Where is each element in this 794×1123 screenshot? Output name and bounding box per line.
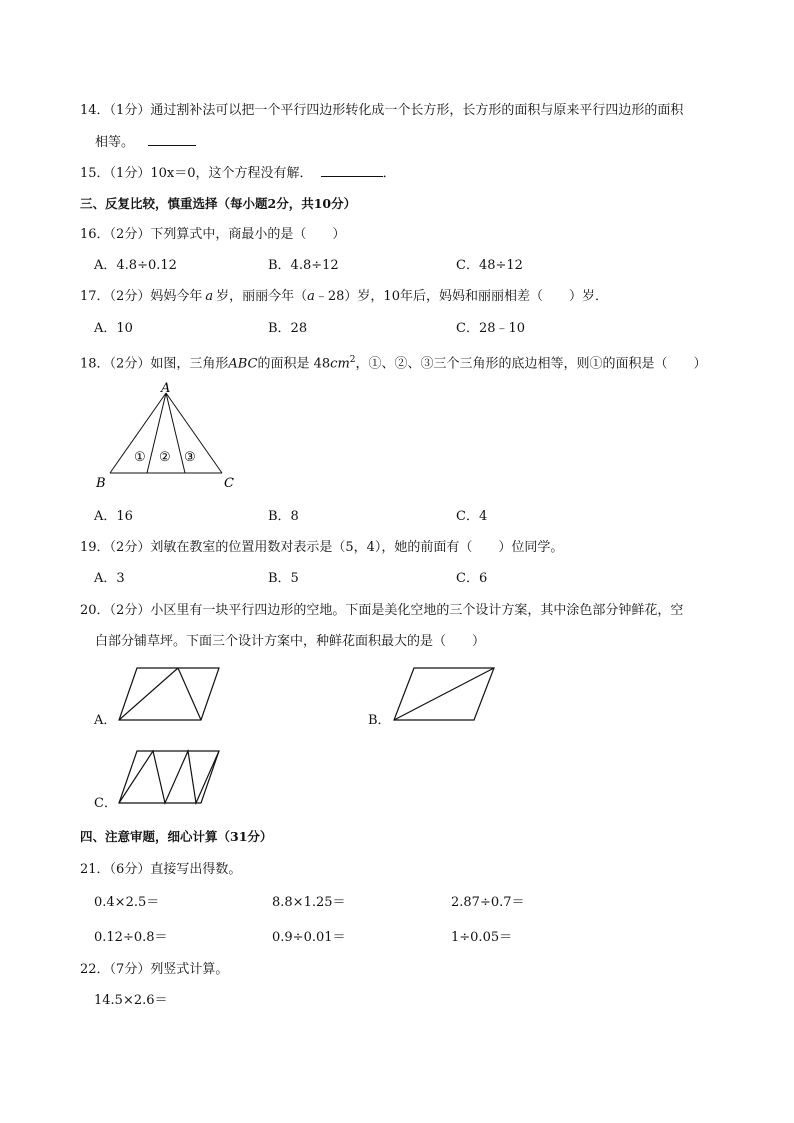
answer-blank[interactable]	[321, 164, 383, 177]
design-c-figure[interactable]	[118, 750, 222, 808]
question-15	[80, 164, 396, 182]
calc-item[interactable]: 0.4×2.5＝	[94, 895, 160, 910]
question-number: 22．	[80, 962, 110, 977]
section-heading: 三、反复比较，慎重选择（每小题2分，共10分）	[80, 196, 357, 211]
question-text: 妈妈今年	[150, 289, 203, 304]
question-score: （1分）	[109, 166, 151, 181]
question-score: （2分）	[109, 540, 151, 555]
option-c-label[interactable]: C．	[94, 796, 117, 811]
question-22	[80, 962, 228, 978]
question-score: （6分）	[109, 862, 151, 877]
vertex-label-b: B	[96, 476, 106, 491]
option-a[interactable]: A．16	[94, 509, 133, 524]
option-c[interactable]: C．6	[456, 571, 488, 586]
question-16	[80, 227, 345, 243]
design-a-figure[interactable]	[118, 667, 222, 725]
question-score: （1分）	[109, 103, 151, 118]
question-20-line-2	[95, 634, 485, 650]
vertex-label-a: A	[161, 381, 171, 396]
question-score: （2分）	[109, 603, 151, 618]
question-number: 15．	[80, 166, 110, 181]
question-text: 小区里有一块平行四边形的空地。下面是美化空地的三个设计方案，其中涂色部分钟鲜花，空	[150, 603, 684, 618]
calc-item[interactable]: 0.12÷0.8＝	[94, 930, 168, 945]
question-text: ﹣28）岁，10年后，妈妈和丽丽相差（ ）岁．	[314, 289, 608, 304]
question-text: ，①、②、③三个三角形的底边相等，则①的面积是（ ）	[355, 356, 707, 372]
option-a[interactable]: A．10	[94, 321, 133, 336]
question-end: ．	[382, 166, 396, 181]
question-score: （2分）	[109, 356, 151, 372]
calc-item[interactable]: 2.87÷0.7＝	[451, 895, 525, 910]
question-text: 刘敏在教室的位置用数对表示是（5，4），她的前面有（ ）位同学。	[150, 540, 564, 555]
calc-item[interactable]: 1÷0.05＝	[451, 930, 513, 945]
question-number: 17．	[80, 289, 110, 304]
question-number: 21．	[80, 862, 110, 877]
unit-exponent: 2	[349, 355, 356, 365]
option-a-label[interactable]: A．	[94, 713, 117, 728]
answer-blank[interactable]	[148, 133, 196, 146]
question-text: 列竖式计算。	[150, 962, 229, 977]
option-b[interactable]: B．28	[268, 321, 308, 336]
calc-item[interactable]: 8.8×1.25＝	[272, 895, 346, 910]
design-b-figure[interactable]	[393, 667, 497, 725]
question-text: 岁，丽丽今年（	[216, 289, 308, 304]
question-text: 通过割补法可以把一个平行四边形转化成一个长方形，长方形的面积与原来平行四边形的面积	[150, 103, 684, 118]
question-20	[80, 603, 683, 619]
question-text: 如图，三角形	[150, 356, 229, 372]
question-text: 的面积是 48	[257, 356, 331, 372]
question-18	[80, 352, 707, 372]
triangle-figure	[90, 383, 250, 493]
question-number: 14．	[80, 103, 110, 118]
question-text: 下列算式中，商最小的是（ ）	[150, 227, 346, 242]
option-c[interactable]: C．28﹣10	[456, 321, 526, 336]
option-a[interactable]: A．3	[94, 571, 125, 586]
question-text: 10x＝0，这个方程没有解．	[150, 166, 313, 181]
region-label-1: ①	[134, 450, 146, 465]
option-c[interactable]: C．4	[456, 509, 488, 524]
question-number: 16．	[80, 227, 110, 242]
option-b[interactable]: B．8	[268, 509, 299, 524]
variable-a: a	[307, 289, 315, 304]
question-score: （7分）	[109, 962, 151, 977]
option-a[interactable]: A．4.8÷0.12	[94, 258, 177, 273]
question-score: （2分）	[109, 289, 151, 304]
question-number: 19．	[80, 540, 110, 555]
question-text: 直接写出得数。	[150, 862, 242, 877]
region-label-3: ③	[184, 450, 196, 465]
triangle-name: ABC	[228, 356, 258, 372]
section-heading: 四、注意审题，细心计算（31分）	[80, 829, 273, 844]
design-b-diagonal	[394, 668, 494, 720]
option-b[interactable]: B．4.8÷12	[268, 258, 339, 273]
question-14	[80, 103, 683, 119]
question-17	[80, 289, 608, 305]
calc-item[interactable]: 14.5×2.6＝	[94, 993, 168, 1008]
question-text: 相等。	[95, 135, 135, 150]
option-b-label[interactable]: B．	[368, 713, 391, 728]
question-number: 20．	[80, 603, 110, 618]
region-label-2: ②	[159, 450, 171, 465]
question-score: （2分）	[109, 227, 151, 242]
design-a-line-2	[178, 668, 201, 720]
question-number: 18．	[80, 356, 110, 372]
question-19	[80, 540, 563, 556]
variable-a: a	[205, 289, 214, 304]
question-14-line-2	[95, 133, 196, 151]
option-c[interactable]: C．48÷12	[456, 258, 523, 273]
area-unit: cm	[330, 356, 350, 372]
question-text: 白部分铺草坪。下面三个设计方案中，种鲜花面积最大的是（ ）	[95, 634, 486, 649]
question-21	[80, 862, 241, 878]
option-b[interactable]: B．5	[268, 571, 299, 586]
vertex-label-c: C	[224, 476, 234, 491]
calc-item[interactable]: 0.9÷0.01＝	[272, 930, 346, 945]
